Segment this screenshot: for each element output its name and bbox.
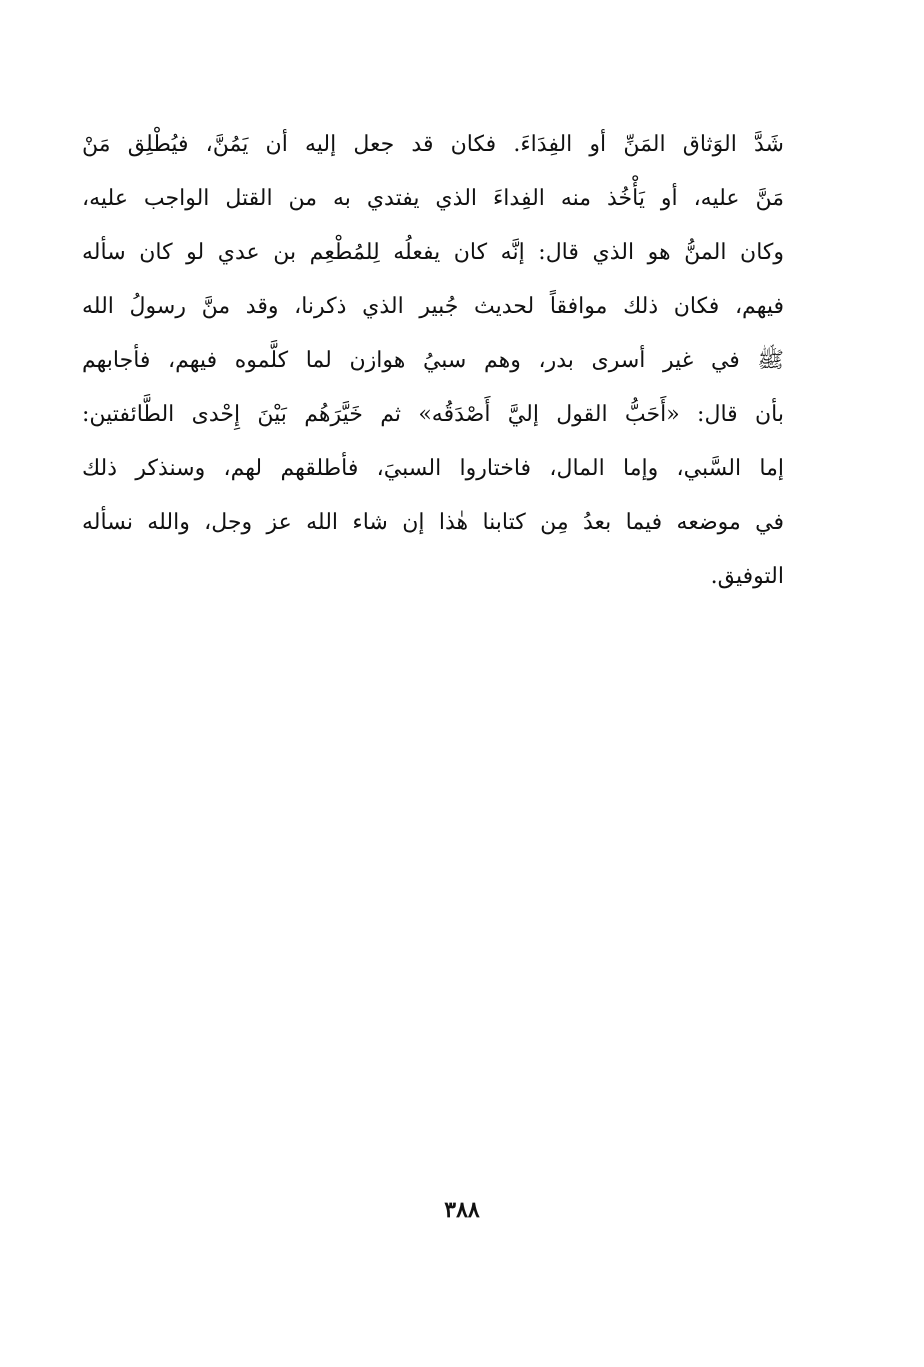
text-line: في موضعه فيما بعدُ مِن كتابنا هٰذا إن شاء الله عز وجل، والله نسأله: [82, 510, 784, 535]
text-line: ﷺ في غير أسرى بدر، وهم سبيُ هوازن لما كلَّموه فيهم، فأجابهم: [82, 348, 784, 373]
text-line: فيهم، فكان ذلك موافقاً لحديث جُبير الذي ذكرنا، وقد منَّ رسولُ الله: [82, 294, 784, 319]
text-line: بأن قال: «أَحَبُّ القول إليَّ أَصْدَقُه» ثم خَيَّرَهُم بَيْنَ إِحْدى الطَّائفتين:: [82, 402, 784, 427]
text-line: مَنَّ عليه، أو يَأْخُذ منه الفِداءَ الذي يفتدي به من القتل الواجب عليه،: [82, 186, 784, 211]
text-line-last: التوفيق.: [710, 564, 784, 589]
page-number: ٣٨٨: [444, 1197, 480, 1223]
body-text: [82, 118, 784, 604]
text-line: وكان المنُّ هو الذي قال: إنَّه كان يفعلُه لِلمُطْعِم بن عدي لو كان سأله: [82, 240, 784, 265]
text-line: شَدَّ الوَثاق المَنِّ أو الفِدَاءَ. فكان قد جعل إليه أن يَمُنَّ، فيُطْلِق مَنْ: [82, 132, 784, 157]
text-line: إما السَّبي، وإما المال، فاختاروا السبيَ، فأطلقهم لهم، وسنذكر ذلك: [82, 456, 784, 481]
